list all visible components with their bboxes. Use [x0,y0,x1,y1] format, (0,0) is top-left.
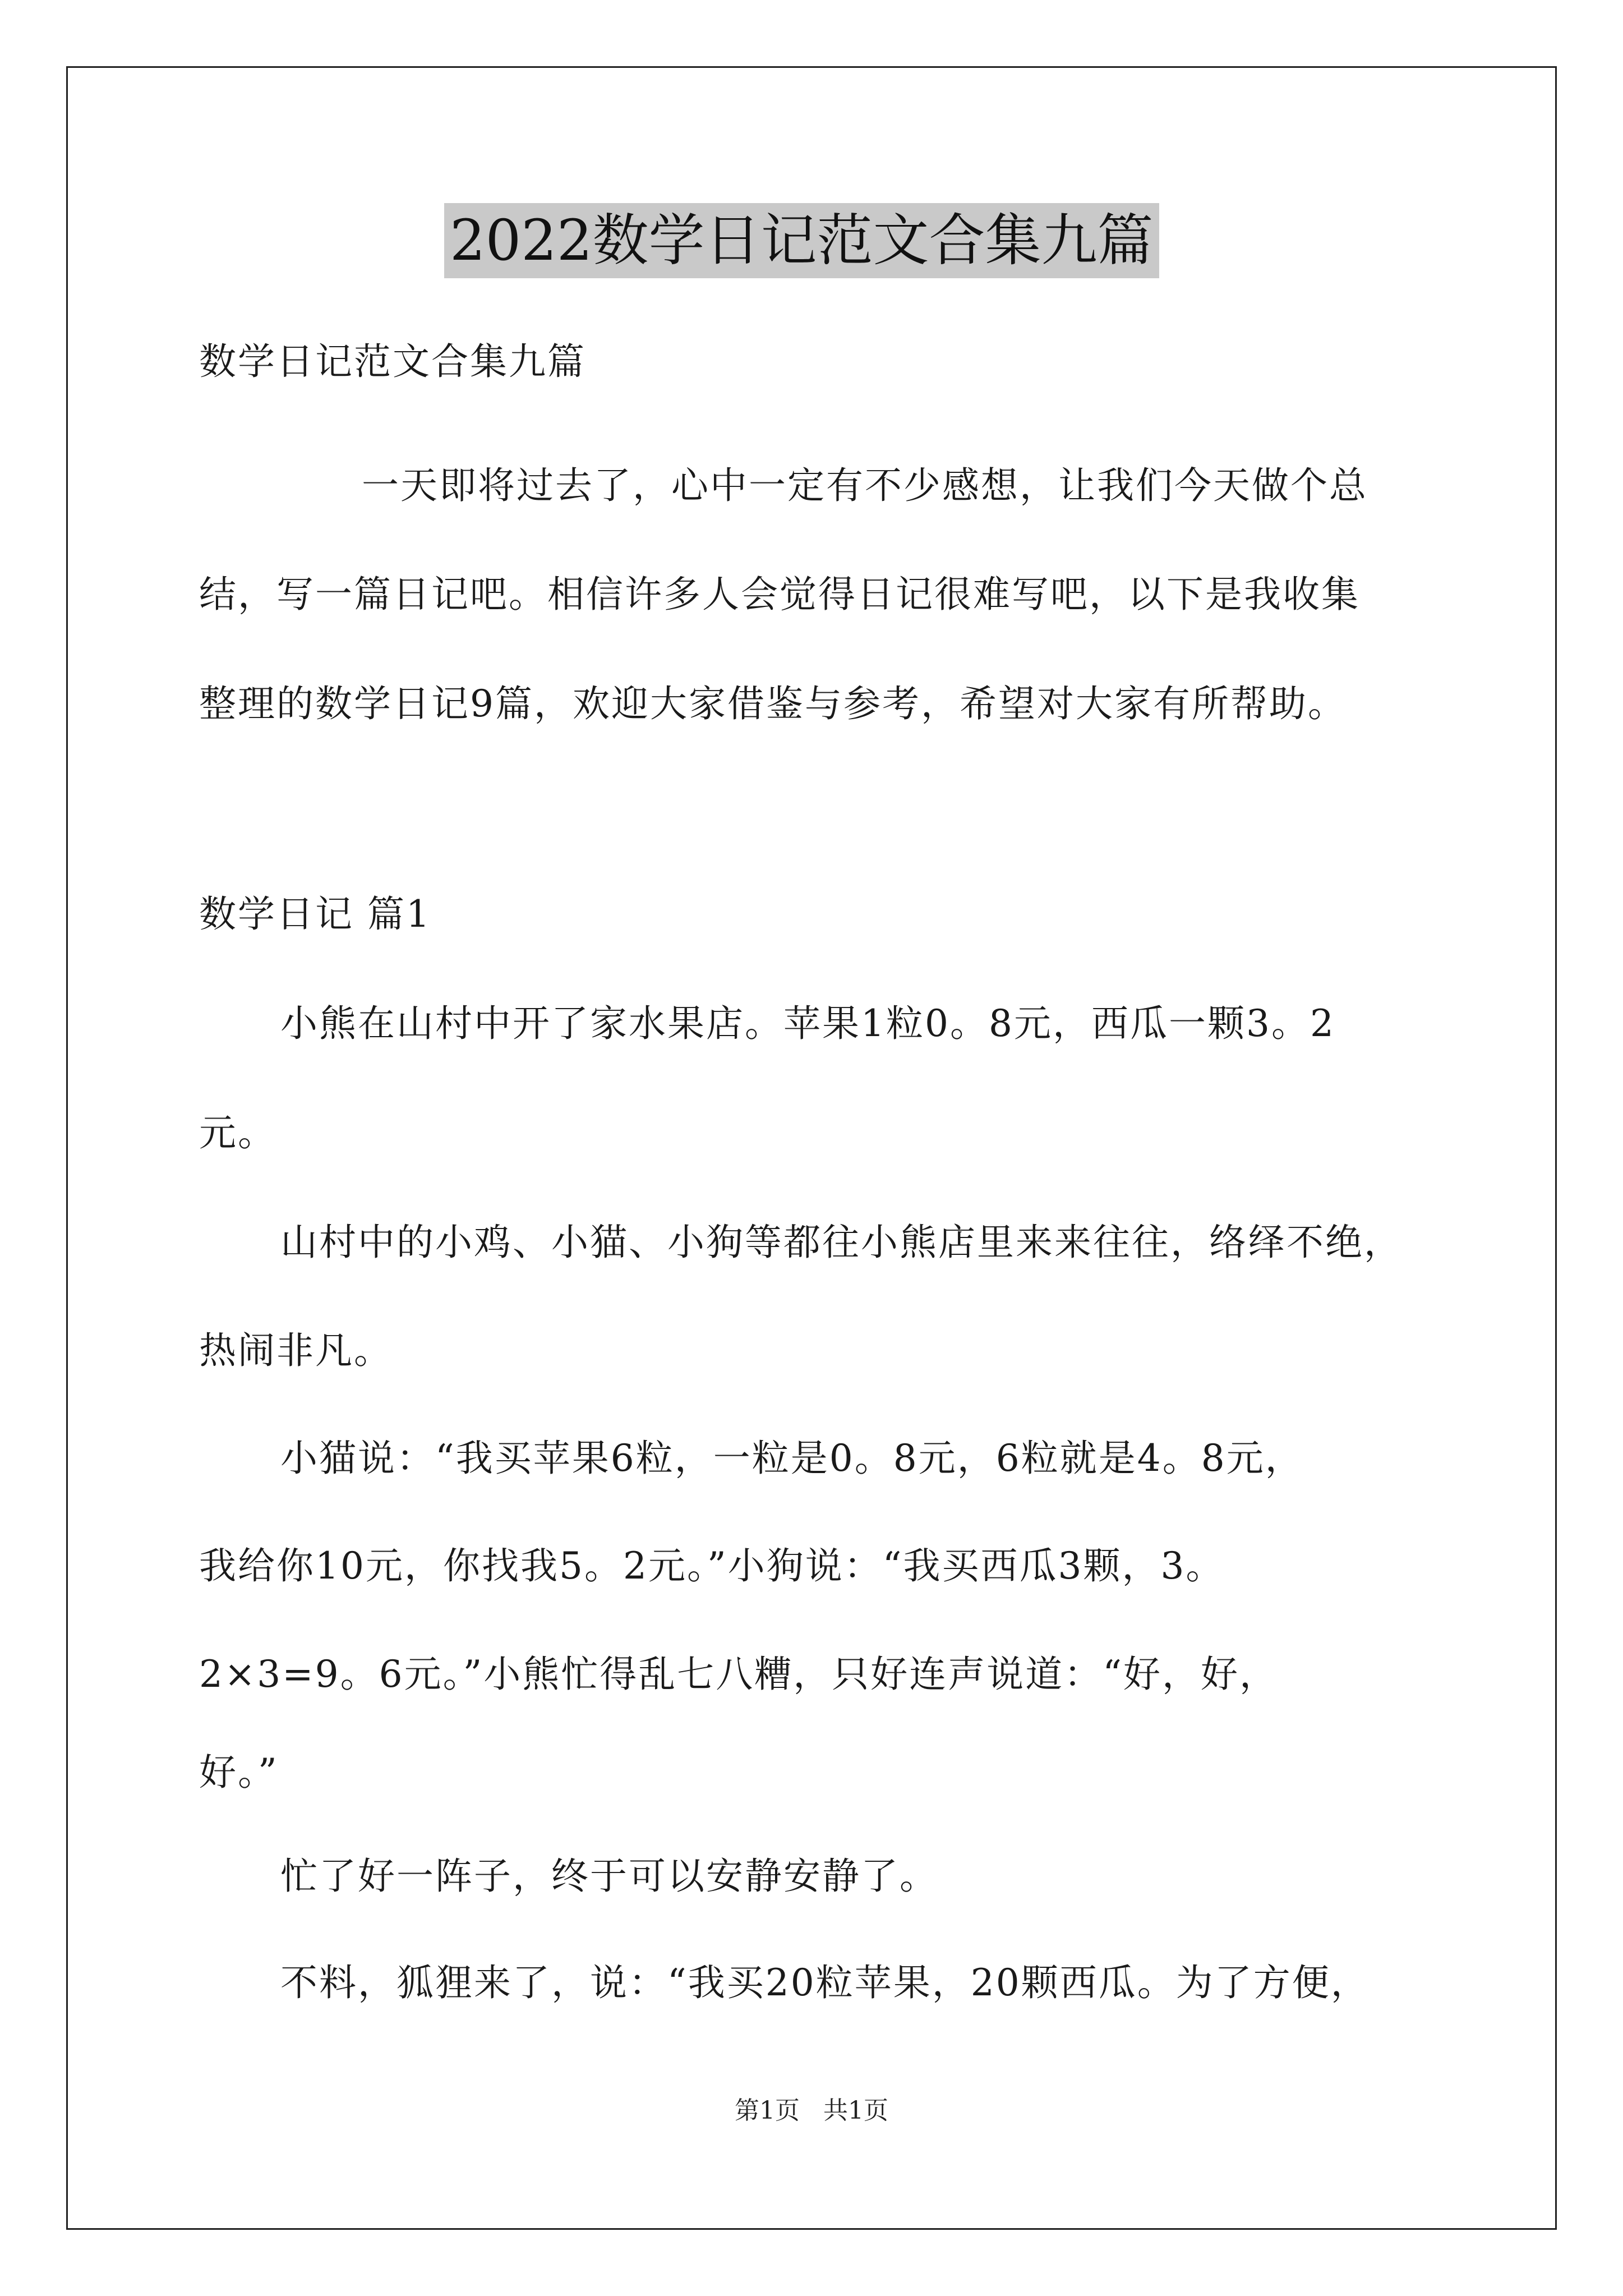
paragraph-line: 山村中的小鸡、小猫、小狗等都往小熊店里来来往往，络绎不绝， [280,1221,1403,1264]
paragraph-line: 热闹非凡。 [199,1329,393,1372]
intro-line: 结，写一篇日记吧。相信许多人会觉得日记很难写吧，以下是我收集 [199,573,1360,616]
section-heading: 数学日记 篇1 [199,892,431,936]
page-footer [0,2094,1623,2128]
paragraph-line: 不料，狐狸来了，说：“我买20粒苹果，20颗西瓜。为了方便， [280,1961,1370,2004]
page-total: 共1页 [823,2096,888,2125]
paragraph-line: 小熊在山村中开了家水果店。苹果1粒0。8元，西瓜一颗3。2 [280,1002,1335,1045]
paragraph-line: 2×3=9。6元。”小熊忙得乱七八糟，只好连声说道：“好，好， [199,1653,1279,1696]
paragraph-line: 元。 [199,1111,276,1154]
document-title: 2022数学日记范文合集九篇 [444,203,1159,278]
page-border [66,66,1557,2230]
paragraph-line: 我给你10元，你找我5。2元。”小狗说：“我买西瓜3颗，3。 [199,1544,1225,1588]
paragraph-line: 小猫说：“我买苹果6粒，一粒是0。8元，6粒就是4。8元， [280,1437,1304,1480]
intro-line: 一天即将过去了，心中一定有不少感想，让我们今天做个总 [362,464,1368,507]
paragraph-line: 忙了好一阵子，终于可以安静安静了。 [280,1855,938,1898]
paragraph-line: 好。” [199,1751,279,1794]
document-subtitle: 数学日记范文合集九篇 [199,340,586,383]
page-number: 第1页 [735,2096,800,2125]
intro-line: 整理的数学日记9篇，欢迎大家借鉴与参考，希望对大家有所帮助。 [199,682,1347,725]
